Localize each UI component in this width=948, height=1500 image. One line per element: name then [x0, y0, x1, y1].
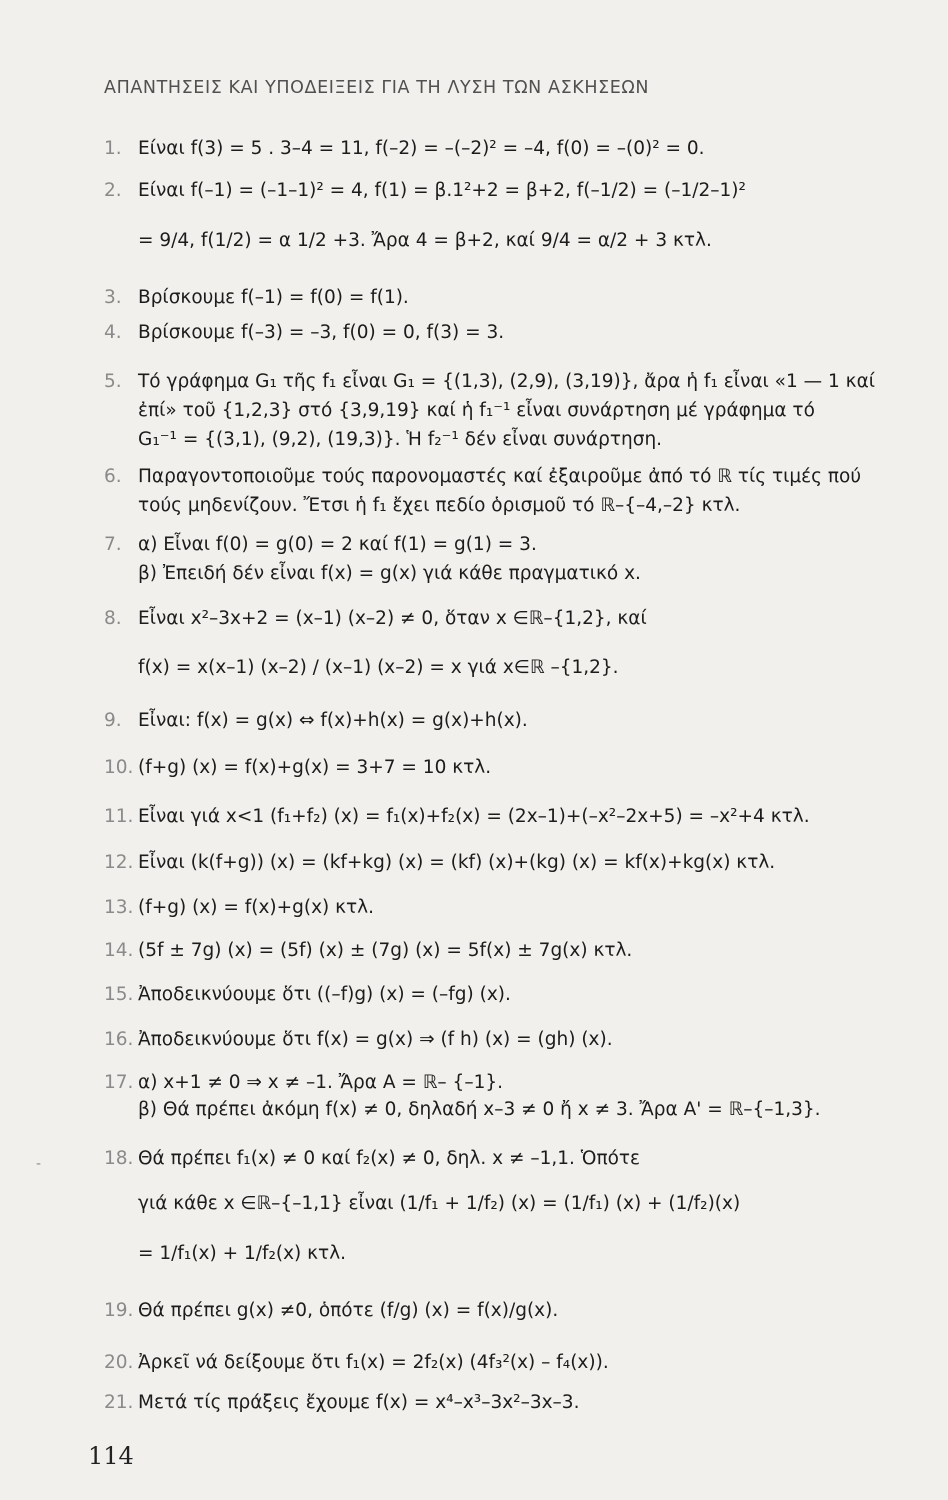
answer-17: 17. α) x+1 ≠ 0 ⇒ x ≠ –1. Ἄρα A = ℝ– {–1}. β) Θά πρέπει ἀκόμη f(x) ≠ 0, δηλαδή x–3 ≠ 0 ἤ x ≠ 3. Ἄρα A' = ℝ–{–1,3}.	[104, 1072, 821, 1120]
answer-15: 15. Ἀποδεικνύουμε ὅτι ((–f)g) (x) = (–fg) (x).	[104, 984, 511, 1005]
answer-10: 10. (f+g) (x) = f(x)+g(x) = 3+7 = 10 κτλ.	[104, 757, 492, 778]
answer-18: 18. Θά πρέπει f₁(x) ≠ 0 καί f₂(x) ≠ 0, δηλ. x ≠ –1,1. Ὁπότε γιά κάθε x ∈ℝ–{–1,1} εἶναι (1/f₁ + 1/f₂) (x) = (1/f₁) (x) + (1/f₂)(x) = 1/f₁(x) + 1/f₂(x) κτλ.	[104, 1148, 741, 1264]
page-number: 114	[88, 1442, 134, 1470]
answer-3: 3. Βρίσκουμε f(–1) = f(0) = f(1).	[104, 287, 409, 308]
answer-16: 16. Ἀποδεικνύουμε ὅτι f(x) = g(x) ⇒ (f h) (x) = (gh) (x).	[104, 1029, 613, 1050]
answer-7: 7. α) Εἶναι f(0) = g(0) = 2 καί f(1) = g(1) = 3. β) Ἐπειδή δέν εἶναι f(x) = g(x) γιά κάθε πραγματικό x.	[104, 534, 641, 584]
answer-9: 9. Εἶναι: f(x) = g(x) ⇔ f(x)+h(x) = g(x)+h(x).	[104, 710, 528, 731]
answer-8: 8. Εἶναι x²–3x+2 = (x–1) (x–2) ≠ 0, ὅταν x ∈ℝ–{1,2}, καί f(x) = x(x–1) (x–2) / (x–1) (x–2) = x γιά x∈ℝ –{1,2}.	[104, 608, 647, 678]
answer-12: 12. Εἶναι (k(f+g)) (x) = (kf+kg) (x) = (kf) (x)+(kg) (x) = kf(x)+kg(x) κτλ.	[104, 852, 776, 873]
answer-2: 2. Είναι f(–1) = (–1–1)² = 4, f(1) = β.1²+2 = β+2, f(–1/2) = (–1/2–1)² = 9/4, f(1/2) = α 1/2 +3. Ἄρα 4 = β+2, καί 9/4 = α/2 + 3 κτλ.	[104, 180, 746, 251]
answer-1: 1. Είναι f(3) = 5 . 3–4 = 11, f(–2) = –(–2)² = –4, f(0) = –(0)² = 0.	[104, 138, 705, 159]
answer-20: 20. Ἀρκεῖ νά δείξουμε ὅτι f₁(x) = 2f₂(x) (4f₃²(x) – f₄(x)).	[104, 1352, 609, 1373]
answer-6: 6. Παραγοντοποιοῦμε τούς παρονομαστές καί ἐξαιροῦμε ἀπό τό ℝ τίς τιμές πού τούς μηδενίζουν. Ἔτσι ἡ f₁ ἔχει πεδίο ὁρισμοῦ τό ℝ–{–4,–2} κτλ.	[104, 466, 862, 516]
answer-19: 19. Θά πρέπει g(x) ≠0, ὁπότε (f/g) (x) = f(x)/g(x).	[104, 1300, 559, 1321]
page-header: ΑΠΑΝΤΗΣΕΙΣ ΚΑΙ ΥΠΟΔΕΙΞΕΙΣ ΓΙΑ ΤΗ ΛΥΣΗ ΤΩΝ ΑΣΚΗΣΕΩΝ	[104, 78, 650, 98]
answer-13: 13. (f+g) (x) = f(x)+g(x) κτλ.	[104, 897, 374, 918]
answer-5: 5. Τό γράφημα G₁ τῆς f₁ εἶναι G₁ = {(1,3), (2,9), (3,19)}, ἄρα ἡ f₁ εἶναι «1 — 1 καί ἐπί» τοῦ {1,2,3} στό {3,9,19} καί ἡ f₁⁻¹ εἶναι συνάρτηση μέ γράφημα τό G₁⁻¹ = {(3,1), (9,2), (19,3)}. Ἡ f₂⁻¹ δέν εἶναι συνάρτηση.	[104, 371, 876, 450]
answer-4: 4. Βρίσκουμε f(–3) = –3, f(0) = 0, f(3) = 3.	[104, 322, 505, 343]
answer-14: 14. (5f ± 7g) (x) = (5f) (x) ± (7g) (x) = 5f(x) ± 7g(x) κτλ.	[104, 940, 633, 961]
margin-mark: -	[36, 1156, 42, 1172]
answer-11: 11. Εἶναι γιά x<1 (f₁+f₂) (x) = f₁(x)+f₂(x) = (2x–1)+(–x²–2x+5) = –x²+4 κτλ.	[104, 806, 810, 827]
answer-21: 21. Μετά τίς πράξεις ἔχουμε f(x) = x⁴–x³–3x²–3x–3.	[104, 1392, 580, 1413]
